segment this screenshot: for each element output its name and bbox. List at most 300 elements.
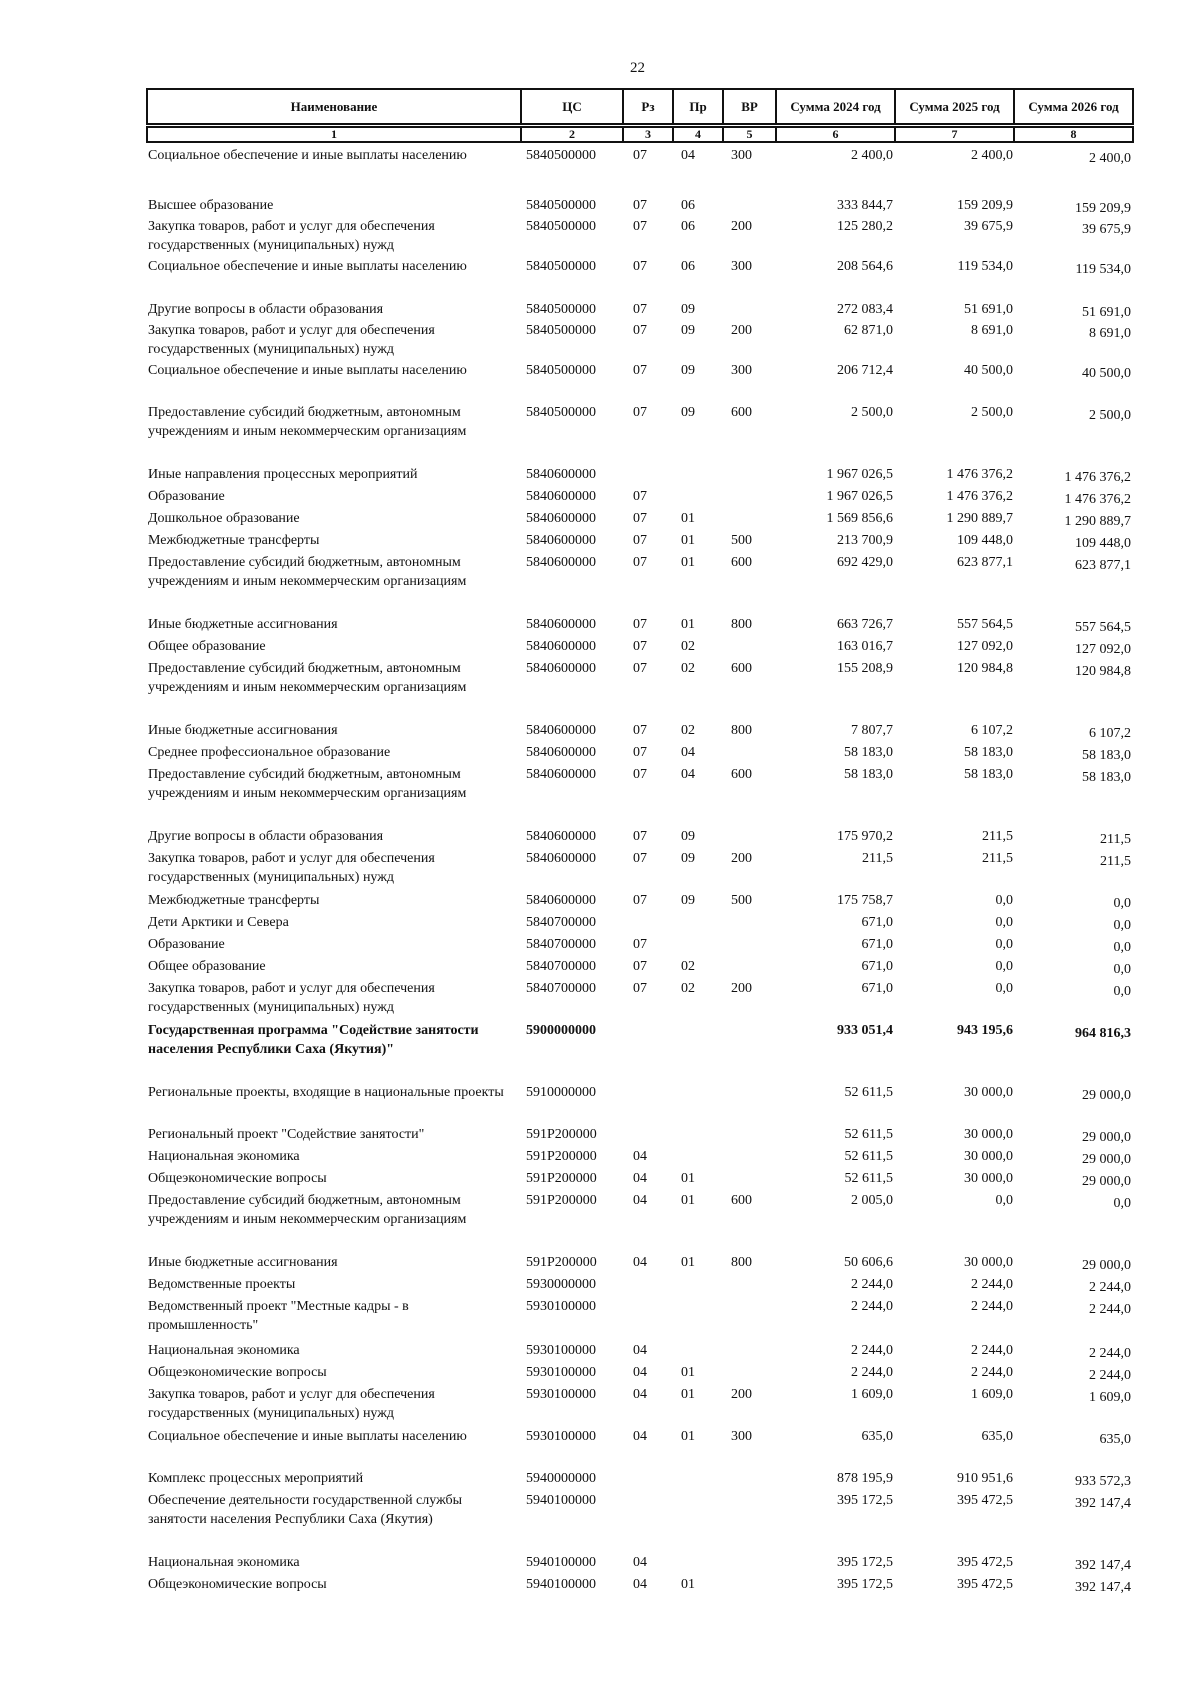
- row-sum-2026: 58 183,0: [1082, 748, 1131, 763]
- row-cs-code: 591P200000: [526, 1149, 597, 1164]
- row-sum-2024: 52 611,5: [844, 1171, 893, 1186]
- row-rz-code: 07: [633, 893, 647, 908]
- row-sum-2026: 1 609,0: [1089, 1390, 1131, 1405]
- row-rz-code: 07: [633, 323, 647, 338]
- row-name: Социальное обеспечение и иные выплаты населению: [148, 363, 467, 378]
- row-cs-code: 5840500000: [526, 198, 596, 213]
- row-cs-code: 591P200000: [526, 1193, 597, 1208]
- row-vr-code: 800: [731, 617, 752, 632]
- row-sum-2024: 1 569 856,6: [826, 511, 893, 526]
- row-pr-code: 04: [681, 745, 695, 760]
- row-sum-2025: 2 500,0: [971, 405, 1013, 420]
- row-rz-code: 04: [633, 1343, 647, 1358]
- row-sum-2026: 2 400,0: [1089, 151, 1131, 166]
- row-cs-code: 5840700000: [526, 959, 596, 974]
- row-sum-2025: 2 244,0: [971, 1277, 1013, 1292]
- header-sum-2025: Сумма 2025 год: [894, 88, 1015, 125]
- row-sum-2026: 392 147,4: [1075, 1496, 1131, 1511]
- header-sum-2024: Сумма 2024 год: [775, 88, 896, 125]
- row-sum-2025: 58 183,0: [964, 767, 1013, 782]
- row-sum-2026: 2 244,0: [1089, 1302, 1131, 1317]
- row-rz-code: 07: [633, 851, 647, 866]
- row-cs-code: 5930000000: [526, 1277, 596, 1292]
- column-number: 8: [1013, 126, 1134, 143]
- row-rz-code: 04: [633, 1429, 647, 1444]
- row-vr-code: 500: [731, 533, 752, 548]
- row-sum-2025: 2 244,0: [971, 1365, 1013, 1380]
- row-rz-code: 07: [633, 148, 647, 163]
- row-name: Среднее профессиональное образование: [148, 745, 391, 760]
- row-rz-code: 07: [633, 302, 647, 317]
- row-vr-code: 800: [731, 1255, 752, 1270]
- row-sum-2024: 2 005,0: [851, 1193, 893, 1208]
- row-sum-2025: 211,5: [982, 851, 1013, 866]
- row-sum-2026: 964 816,3: [1075, 1026, 1131, 1041]
- row-sum-2025: 119 534,0: [957, 259, 1013, 274]
- page-number: 22: [630, 60, 645, 76]
- row-sum-2025: 1 476 376,2: [946, 489, 1013, 504]
- row-sum-2026: 127 092,0: [1075, 642, 1131, 657]
- row-rz-code: 07: [633, 198, 647, 213]
- row-name: Социальное обеспечение и иные выплаты населению: [148, 1429, 467, 1444]
- row-rz-code: 07: [633, 745, 647, 760]
- row-sum-2024: 2 244,0: [851, 1343, 893, 1358]
- row-pr-code: 02: [681, 959, 695, 974]
- row-rz-code: 07: [633, 723, 647, 738]
- row-sum-2025: 2 400,0: [971, 148, 1013, 163]
- row-sum-2024: 58 183,0: [844, 767, 893, 782]
- row-vr-code: 600: [731, 1193, 752, 1208]
- column-number: 2: [520, 126, 624, 143]
- row-cs-code: 5840700000: [526, 981, 596, 996]
- row-sum-2024: 671,0: [861, 959, 893, 974]
- row-sum-2025: 127 092,0: [957, 639, 1013, 654]
- row-vr-code: 200: [731, 1387, 752, 1402]
- row-rz-code: 07: [633, 405, 647, 420]
- row-sum-2024: 213 700,9: [837, 533, 893, 548]
- row-rz-code: 04: [633, 1365, 647, 1380]
- row-cs-code: 5840600000: [526, 723, 596, 738]
- row-sum-2024: 175 970,2: [837, 829, 893, 844]
- column-number-row: [146, 126, 1132, 143]
- row-pr-code: 09: [681, 323, 695, 338]
- row-name: Закупка товаров, работ и услуг для обеспечения государственных (муниципальных) нужд: [148, 323, 435, 357]
- row-sum-2025: 395 472,5: [957, 1577, 1013, 1592]
- row-sum-2025: 557 564,5: [957, 617, 1013, 632]
- row-sum-2024: 7 807,7: [851, 723, 893, 738]
- row-pr-code: 01: [681, 1577, 695, 1592]
- row-cs-code: 5930100000: [526, 1429, 596, 1444]
- row-name: Ведомственные проекты: [148, 1277, 296, 1292]
- row-rz-code: 07: [633, 363, 647, 378]
- row-sum-2024: 2 244,0: [851, 1277, 893, 1292]
- row-rz-code: 07: [633, 533, 647, 548]
- row-sum-2025: 0,0: [995, 915, 1013, 930]
- row-pr-code: 06: [681, 259, 695, 274]
- row-name: Общеэкономические вопросы: [148, 1577, 327, 1592]
- row-vr-code: 200: [731, 219, 752, 234]
- row-cs-code: 5940100000: [526, 1577, 596, 1592]
- row-sum-2025: 635,0: [981, 1429, 1013, 1444]
- row-pr-code: 02: [681, 723, 695, 738]
- row-sum-2025: 1 290 889,7: [946, 511, 1013, 526]
- row-name: Социальное обеспечение и иные выплаты населению: [148, 259, 467, 274]
- row-cs-code: 5840500000: [526, 405, 596, 420]
- row-sum-2026: 8 691,0: [1089, 326, 1131, 341]
- row-cs-code: 5930100000: [526, 1299, 596, 1314]
- row-cs-code: 591P200000: [526, 1127, 597, 1142]
- row-sum-2025: 30 000,0: [964, 1255, 1013, 1270]
- row-sum-2026: 29 000,0: [1082, 1130, 1131, 1145]
- row-vr-code: 200: [731, 851, 752, 866]
- row-pr-code: 06: [681, 219, 695, 234]
- row-pr-code: 02: [681, 981, 695, 996]
- row-sum-2024: 52 611,5: [844, 1085, 893, 1100]
- row-sum-2026: 211,5: [1100, 832, 1131, 847]
- row-vr-code: 300: [731, 363, 752, 378]
- row-rz-code: 04: [633, 1193, 647, 1208]
- row-pr-code: 01: [681, 511, 695, 526]
- row-sum-2024: 58 183,0: [844, 745, 893, 760]
- row-cs-code: 5840500000: [526, 259, 596, 274]
- row-rz-code: 07: [633, 259, 647, 274]
- row-rz-code: 04: [633, 1171, 647, 1186]
- row-rz-code: 07: [633, 959, 647, 974]
- row-rz-code: 04: [633, 1255, 647, 1270]
- row-sum-2026: 109 448,0: [1075, 536, 1131, 551]
- row-name: Иные направления процессных мероприятий: [148, 467, 418, 482]
- row-sum-2024: 211,5: [862, 851, 893, 866]
- row-sum-2024: 663 726,7: [837, 617, 893, 632]
- row-cs-code: 5840600000: [526, 639, 596, 654]
- row-cs-code: 5840600000: [526, 617, 596, 632]
- row-sum-2024: 395 172,5: [837, 1555, 893, 1570]
- row-cs-code: 591P200000: [526, 1255, 597, 1270]
- row-name: Предоставление субсидий бюджетным, автономным учреждениям и иным некоммерческим организациям: [148, 405, 467, 439]
- row-pr-code: 01: [681, 1365, 695, 1380]
- row-name: Национальная экономика: [148, 1555, 300, 1570]
- row-pr-code: 09: [681, 363, 695, 378]
- row-name: Общее образование: [148, 639, 266, 654]
- row-sum-2026: 2 244,0: [1089, 1346, 1131, 1361]
- row-sum-2024: 933 051,4: [837, 1023, 893, 1038]
- row-name: Дети Арктики и Севера: [148, 915, 289, 930]
- row-sum-2024: 272 083,4: [837, 302, 893, 317]
- row-vr-code: 600: [731, 555, 752, 570]
- row-name: Комплекс процессных мероприятий: [148, 1471, 364, 1486]
- row-sum-2025: 58 183,0: [964, 745, 1013, 760]
- row-name: Образование: [148, 937, 225, 952]
- row-name: Закупка товаров, работ и услуг для обеспечения государственных (муниципальных) нужд: [148, 981, 435, 1015]
- row-name: Межбюджетные трансферты: [148, 533, 320, 548]
- row-vr-code: 300: [731, 259, 752, 274]
- row-sum-2026: 0,0: [1113, 940, 1131, 955]
- row-cs-code: 5840600000: [526, 767, 596, 782]
- row-cs-code: 5840500000: [526, 363, 596, 378]
- row-vr-code: 200: [731, 981, 752, 996]
- row-name: Предоставление субсидий бюджетным, автономным учреждениям и иным некоммерческим организациям: [148, 767, 467, 801]
- row-vr-code: 300: [731, 1429, 752, 1444]
- row-sum-2024: 2 244,0: [851, 1299, 893, 1314]
- row-pr-code: 01: [681, 1429, 695, 1444]
- column-number: 3: [622, 126, 674, 143]
- row-name: Предоставление субсидий бюджетным, автономным учреждениям и иным некоммерческим организациям: [148, 555, 467, 589]
- row-rz-code: 04: [633, 1555, 647, 1570]
- row-rz-code: 07: [633, 661, 647, 676]
- row-sum-2025: 30 000,0: [964, 1085, 1013, 1100]
- row-name: Предоставление субсидий бюджетным, автономным учреждениям и иным некоммерческим организациям: [148, 661, 467, 695]
- row-vr-code: 500: [731, 893, 752, 908]
- header-row: [146, 88, 1132, 125]
- row-sum-2026: 0,0: [1113, 962, 1131, 977]
- row-pr-code: 01: [681, 533, 695, 548]
- row-sum-2026: 1 476 376,2: [1064, 470, 1131, 485]
- row-sum-2026: 392 147,4: [1075, 1558, 1131, 1573]
- row-cs-code: 5900000000: [526, 1023, 596, 1038]
- row-sum-2024: 1 967 026,5: [826, 489, 893, 504]
- row-sum-2026: 392 147,4: [1075, 1580, 1131, 1595]
- row-pr-code: 01: [681, 1387, 695, 1402]
- row-sum-2024: 175 758,7: [837, 893, 893, 908]
- header-vr: ВР: [722, 88, 777, 125]
- row-pr-code: 02: [681, 661, 695, 676]
- row-sum-2026: 29 000,0: [1082, 1088, 1131, 1103]
- row-sum-2025: 943 195,6: [957, 1023, 1013, 1038]
- row-name: Предоставление субсидий бюджетным, автономным учреждениям и иным некоммерческим организациям: [148, 1193, 467, 1227]
- row-sum-2025: 395 472,5: [957, 1493, 1013, 1508]
- row-rz-code: 07: [633, 489, 647, 504]
- row-sum-2026: 1 476 376,2: [1064, 492, 1131, 507]
- row-cs-code: 5840600000: [526, 489, 596, 504]
- row-sum-2024: 1 967 026,5: [826, 467, 893, 482]
- row-rz-code: 04: [633, 1387, 647, 1402]
- row-cs-code: 5840700000: [526, 937, 596, 952]
- row-sum-2025: 120 984,8: [957, 661, 1013, 676]
- row-name: Обеспечение деятельности государственной службы занятости населения Республики Саха (Якутия): [148, 1493, 463, 1527]
- row-sum-2025: 1 476 376,2: [946, 467, 1013, 482]
- row-sum-2026: 2 500,0: [1089, 408, 1131, 423]
- row-sum-2026: 635,0: [1099, 1432, 1131, 1447]
- row-cs-code: 5940100000: [526, 1555, 596, 1570]
- row-pr-code: 01: [681, 555, 695, 570]
- row-pr-code: 01: [681, 1171, 695, 1186]
- row-sum-2026: 0,0: [1113, 1196, 1131, 1211]
- row-cs-code: 5910000000: [526, 1085, 596, 1100]
- row-name: Межбюджетные трансферты: [148, 893, 320, 908]
- row-cs-code: 5840600000: [526, 467, 596, 482]
- row-sum-2025: 395 472,5: [957, 1555, 1013, 1570]
- row-sum-2024: 52 611,5: [844, 1149, 893, 1164]
- row-vr-code: 800: [731, 723, 752, 738]
- row-rz-code: 07: [633, 829, 647, 844]
- row-sum-2025: 2 244,0: [971, 1343, 1013, 1358]
- row-cs-code: 5840700000: [526, 915, 596, 930]
- row-sum-2024: 62 871,0: [844, 323, 893, 338]
- row-sum-2026: 0,0: [1113, 984, 1131, 999]
- row-sum-2025: 30 000,0: [964, 1171, 1013, 1186]
- row-pr-code: 02: [681, 639, 695, 654]
- row-sum-2024: 208 564,6: [837, 259, 893, 274]
- row-cs-code: 5840500000: [526, 219, 596, 234]
- row-vr-code: 600: [731, 767, 752, 782]
- row-sum-2025: 51 691,0: [964, 302, 1013, 317]
- row-sum-2025: 39 675,9: [964, 219, 1013, 234]
- row-cs-code: 5930100000: [526, 1387, 596, 1402]
- row-sum-2025: 623 877,1: [957, 555, 1013, 570]
- row-name: Социальное обеспечение и иные выплаты населению: [148, 148, 467, 163]
- row-sum-2025: 1 609,0: [971, 1387, 1013, 1402]
- row-name: Другие вопросы в области образования: [148, 302, 384, 317]
- row-sum-2024: 206 712,4: [837, 363, 893, 378]
- row-cs-code: 5930100000: [526, 1365, 596, 1380]
- row-cs-code: 5940000000: [526, 1471, 596, 1486]
- row-sum-2024: 671,0: [861, 981, 893, 996]
- row-sum-2026: 0,0: [1113, 918, 1131, 933]
- row-name: Высшее образование: [148, 198, 274, 213]
- row-name: Национальная экономика: [148, 1343, 300, 1358]
- row-sum-2024: 2 244,0: [851, 1365, 893, 1380]
- row-name: Ведомственный проект "Местные кадры - в промышленность": [148, 1299, 409, 1333]
- column-number: 5: [722, 126, 777, 143]
- row-name: Образование: [148, 489, 225, 504]
- row-sum-2025: 211,5: [982, 829, 1013, 844]
- row-sum-2025: 30 000,0: [964, 1127, 1013, 1142]
- column-number: 1: [146, 126, 522, 143]
- row-name: Региональные проекты, входящие в национальные проекты: [148, 1085, 504, 1100]
- row-sum-2024: 395 172,5: [837, 1493, 893, 1508]
- header-cs: ЦС: [520, 88, 624, 125]
- row-cs-code: 5840500000: [526, 323, 596, 338]
- row-sum-2026: 933 572,3: [1075, 1474, 1131, 1489]
- row-sum-2024: 671,0: [861, 937, 893, 952]
- row-sum-2025: 30 000,0: [964, 1149, 1013, 1164]
- row-sum-2024: 50 606,6: [844, 1255, 893, 1270]
- row-sum-2025: 0,0: [995, 893, 1013, 908]
- row-cs-code: 5840500000: [526, 302, 596, 317]
- row-sum-2026: 29 000,0: [1082, 1152, 1131, 1167]
- row-sum-2026: 6 107,2: [1089, 726, 1131, 741]
- row-sum-2026: 40 500,0: [1082, 366, 1131, 381]
- row-sum-2025: 6 107,2: [971, 723, 1013, 738]
- row-sum-2024: 878 195,9: [837, 1471, 893, 1486]
- row-rz-code: 07: [633, 511, 647, 526]
- row-vr-code: 200: [731, 323, 752, 338]
- row-cs-code: 5840600000: [526, 851, 596, 866]
- row-sum-2024: 125 280,2: [837, 219, 893, 234]
- row-sum-2025: 0,0: [995, 1193, 1013, 1208]
- row-cs-code: 5840600000: [526, 511, 596, 526]
- row-pr-code: 09: [681, 829, 695, 844]
- row-sum-2025: 0,0: [995, 937, 1013, 952]
- row-pr-code: 09: [681, 302, 695, 317]
- row-vr-code: 600: [731, 661, 752, 676]
- row-pr-code: 04: [681, 767, 695, 782]
- row-name: Общеэкономические вопросы: [148, 1365, 327, 1380]
- row-sum-2024: 1 609,0: [851, 1387, 893, 1402]
- row-cs-code: 591P200000: [526, 1171, 597, 1186]
- row-rz-code: 07: [633, 617, 647, 632]
- row-sum-2024: 692 429,0: [837, 555, 893, 570]
- row-sum-2025: 0,0: [995, 959, 1013, 974]
- row-sum-2025: 40 500,0: [964, 363, 1013, 378]
- row-sum-2026: 2 244,0: [1089, 1280, 1131, 1295]
- row-name: Общее образование: [148, 959, 266, 974]
- header-rz: Рз: [622, 88, 674, 125]
- row-sum-2026: 29 000,0: [1082, 1258, 1131, 1273]
- row-sum-2025: 8 691,0: [971, 323, 1013, 338]
- row-cs-code: 5840600000: [526, 661, 596, 676]
- row-sum-2025: 2 244,0: [971, 1299, 1013, 1314]
- row-sum-2025: 109 448,0: [957, 533, 1013, 548]
- row-name: Общеэкономические вопросы: [148, 1171, 327, 1186]
- row-sum-2026: 39 675,9: [1082, 222, 1131, 237]
- row-vr-code: 600: [731, 405, 752, 420]
- row-sum-2025: 0,0: [995, 981, 1013, 996]
- row-cs-code: 5840600000: [526, 829, 596, 844]
- row-cs-code: 5840600000: [526, 555, 596, 570]
- row-name: Закупка товаров, работ и услуг для обеспечения государственных (муниципальных) нужд: [148, 851, 435, 885]
- row-sum-2024: 155 208,9: [837, 661, 893, 676]
- row-name: Региональный проект "Содействие занятости": [148, 1127, 425, 1142]
- row-vr-code: 300: [731, 148, 752, 163]
- row-pr-code: 01: [681, 617, 695, 632]
- row-name: Закупка товаров, работ и услуг для обеспечения государственных (муниципальных) нужд: [148, 219, 435, 253]
- row-sum-2024: 163 016,7: [837, 639, 893, 654]
- row-sum-2026: 0,0: [1113, 896, 1131, 911]
- row-sum-2024: 671,0: [861, 915, 893, 930]
- header-pr: Пр: [672, 88, 724, 125]
- table-header: [146, 88, 1127, 145]
- row-cs-code: 5840500000: [526, 148, 596, 163]
- row-name: Государственная программа "Содействие занятости населения Республики Саха (Якутия)": [148, 1023, 479, 1057]
- row-cs-code: 5930100000: [526, 1343, 596, 1358]
- row-cs-code: 5840600000: [526, 745, 596, 760]
- row-rz-code: 07: [633, 937, 647, 952]
- row-sum-2026: 1 290 889,7: [1064, 514, 1131, 529]
- row-name: Дошкольное образование: [148, 511, 300, 526]
- row-sum-2026: 58 183,0: [1082, 770, 1131, 785]
- row-sum-2024: 2 500,0: [851, 405, 893, 420]
- header-name: Наименование: [146, 88, 522, 125]
- header-sum-2026: Сумма 2026 год: [1013, 88, 1134, 125]
- row-rz-code: 07: [633, 555, 647, 570]
- row-sum-2026: 2 244,0: [1089, 1368, 1131, 1383]
- row-sum-2024: 635,0: [861, 1429, 893, 1444]
- row-sum-2026: 211,5: [1100, 854, 1131, 869]
- row-sum-2026: 120 984,8: [1075, 664, 1131, 679]
- row-name: Другие вопросы в области образования: [148, 829, 384, 844]
- row-name: Иные бюджетные ассигнования: [148, 1255, 338, 1270]
- row-pr-code: 01: [681, 1193, 695, 1208]
- column-number: 7: [894, 126, 1015, 143]
- row-name: Национальная экономика: [148, 1149, 300, 1164]
- row-sum-2026: 623 877,1: [1075, 558, 1131, 573]
- column-number: 6: [775, 126, 896, 143]
- row-pr-code: 06: [681, 198, 695, 213]
- row-pr-code: 09: [681, 893, 695, 908]
- row-name: Закупка товаров, работ и услуг для обеспечения государственных (муниципальных) нужд: [148, 1387, 435, 1421]
- row-cs-code: 5940100000: [526, 1493, 596, 1508]
- row-sum-2024: 52 611,5: [844, 1127, 893, 1142]
- row-rz-code: 07: [633, 219, 647, 234]
- row-sum-2025: 159 209,9: [957, 198, 1013, 213]
- row-sum-2024: 2 400,0: [851, 148, 893, 163]
- row-sum-2024: 333 844,7: [837, 198, 893, 213]
- row-pr-code: 01: [681, 1255, 695, 1270]
- row-sum-2026: 557 564,5: [1075, 620, 1131, 635]
- row-pr-code: 09: [681, 405, 695, 420]
- row-rz-code: 04: [633, 1149, 647, 1164]
